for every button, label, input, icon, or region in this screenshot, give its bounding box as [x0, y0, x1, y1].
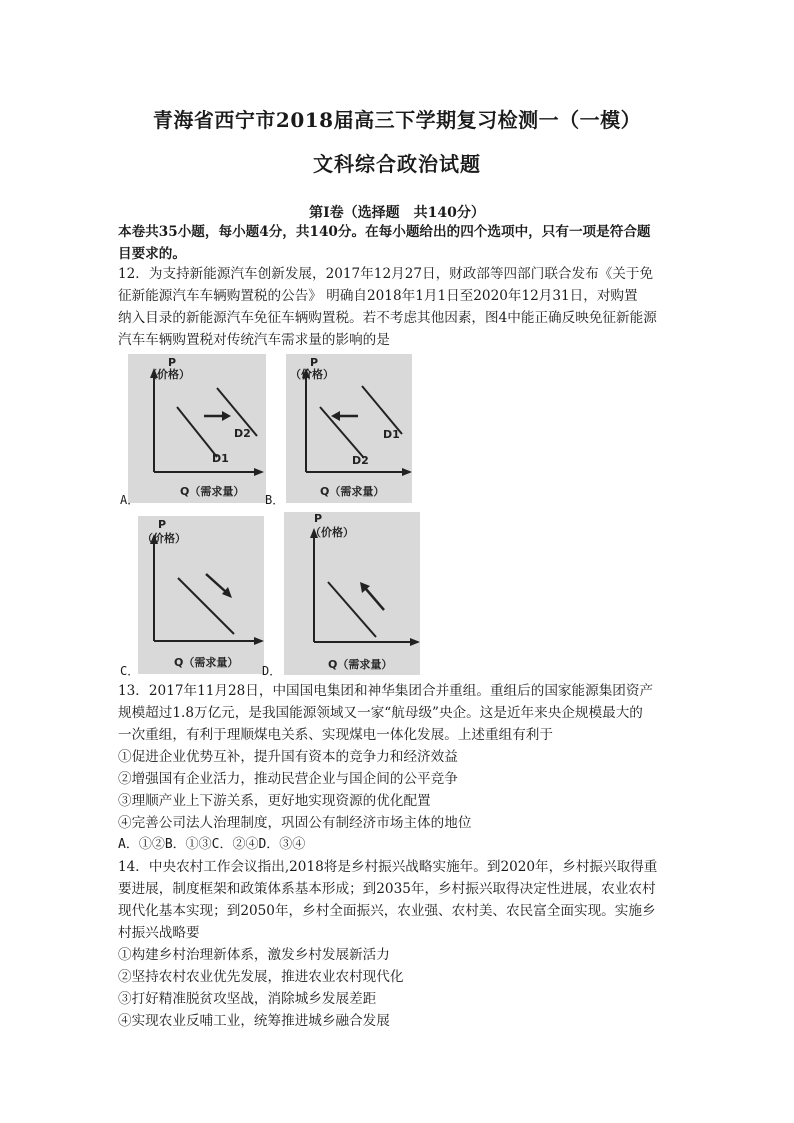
curve-label-d1: D1: [383, 428, 400, 441]
axis-p-label: P: [314, 512, 323, 525]
option-d-graph: [284, 512, 420, 675]
axis-price-label: （价格）: [310, 526, 354, 539]
question-text-line: 征新能源汽车车辆购置税的公告》 明确自2018年1月1日至2020年12月31日，对购置: [118, 288, 638, 304]
page-subtitle: 文科综合政治试题: [313, 152, 481, 176]
question-text-line: 规模超过1.8万亿元，是我国能源领域又一家“航母级”央企。这是近年来央企规模最大的: [118, 705, 643, 721]
axis-p-label: P: [158, 518, 167, 531]
instruction-line: 本卷共35小题，每小题4分，共140分。在每小题给出的四个选项中，只有一项是符合题: [118, 224, 651, 240]
question-text-line: 村振兴战略要: [118, 925, 200, 941]
axis-q-label: Q（需求量）: [180, 485, 245, 498]
option-c-graph: [138, 516, 264, 674]
choice-item: ③理顺产业上下游关系，更好地实现资源的优化配置: [118, 793, 431, 809]
choice-item: ②坚持农村农业优先发展，推进农业农村现代化: [118, 969, 404, 985]
axis-price-label: （价格）: [146, 368, 190, 381]
axis-q-label: Q（需求量）: [328, 658, 393, 671]
option-b-graph: [286, 354, 412, 503]
section-heading: 第Ⅰ卷（选择题 共140分）: [309, 205, 485, 221]
axis-price-label: （价格）: [290, 368, 334, 381]
option-a-label: A．: [120, 493, 140, 507]
option-b-label: B．: [265, 493, 285, 507]
axis-q-label: Q（需求量）: [174, 656, 239, 669]
question-text-line: 一次重组，有利于理顺煤电关系、实现煤电一体化发展。上述重组有利于: [118, 727, 553, 743]
answer-options: A．①②B．①③C．②④D．③④: [118, 837, 306, 852]
option-c-label: C．: [120, 664, 140, 678]
curve-label-d1: D1: [212, 452, 229, 465]
choice-item: ④实现农业反哺工业，统筹推进城乡融合发展: [118, 1013, 390, 1029]
question-text-line: 现代化基本实现；到2050年，乡村全面振兴，农业强、农村美、农民富全面实现。实施乡: [118, 903, 656, 919]
choice-item: ③打好精准脱贫攻坚战，消除城乡发展差距: [118, 991, 377, 1007]
question-text-line: 纳入目录的新能源汽车免征车辆购置税。若不考虑其他因素，图4中能正确反映免征新能源: [118, 310, 657, 326]
choice-item: ④完善公司法人治理制度，巩固公有制经济市场主体的地位: [118, 815, 472, 831]
question-text-line: 14．中央农村工作会议指出,2018将是乡村振兴战略实施年。到2020年，乡村振兴取得重: [118, 859, 658, 875]
axis-price-label: （价格）: [142, 532, 186, 545]
instruction-line: 目要求的。: [118, 246, 186, 262]
curve-label-d2: D2: [352, 454, 369, 467]
curve-label-d2: D2: [234, 427, 251, 440]
question-text-line: 12．为支持新能源汽车创新发展，2017年12月27日，财政部等四部门联合发布《关于免: [118, 266, 654, 282]
option-a-graph: [128, 354, 266, 503]
question-text-line: 汽车车辆购置税对传统汽车需求量的影响的是: [118, 332, 390, 348]
axis-q-label: Q（需求量）: [320, 485, 385, 498]
question-text-line: 13．2017年11月28日，中国国电集团和神华集团合并重组。重组后的国家能源集团资产: [118, 683, 654, 699]
option-d-label: D．: [262, 664, 282, 678]
page-title: 青海省西宁市2018届高三下学期复习检测一（一模）: [152, 108, 642, 132]
axis-p-label: P: [168, 356, 177, 369]
choice-item: ①构建乡村治理新体系，激发乡村发展新活力: [118, 947, 390, 963]
choice-item: ②增强国有企业活力，推动民营企业与国企间的公平竞争: [118, 771, 458, 787]
choice-item: ①促进企业优势互补，提升国有资本的竞争力和经济效益: [118, 749, 458, 765]
question-text-line: 要进展，制度框架和政策体系基本形成；到2035年，乡村振兴取得决定性进展，农业农村: [118, 881, 656, 897]
axis-p-label: P: [310, 356, 319, 369]
